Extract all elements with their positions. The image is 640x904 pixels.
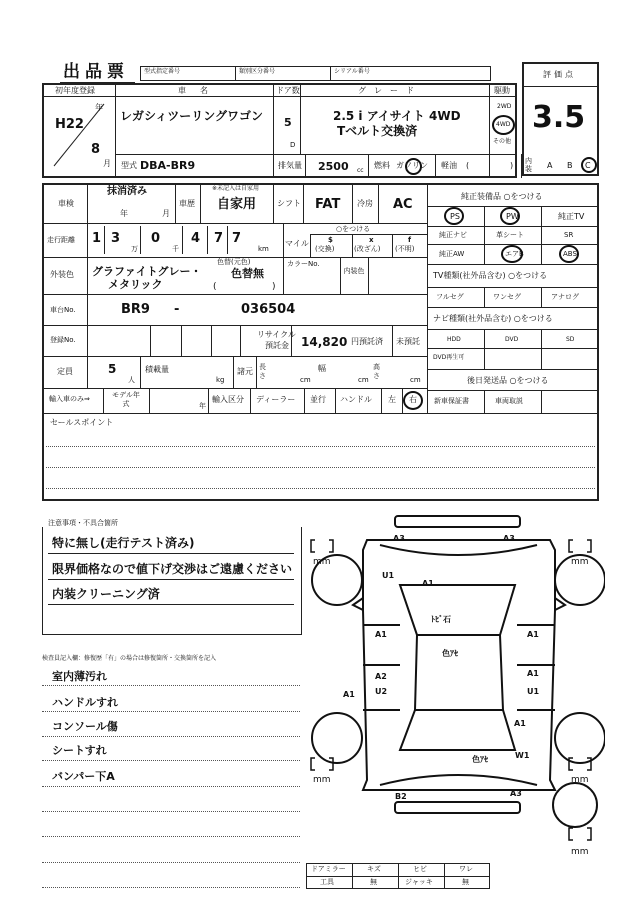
drive-other: その他 — [493, 138, 512, 145]
damage-mark: W1 — [515, 751, 530, 760]
score-label: 評価点 — [543, 70, 576, 79]
mileage-opt-swap: (交換) — [315, 245, 335, 253]
later-warranty: 新車保証書 — [434, 397, 469, 405]
car-damage-diagram — [305, 510, 605, 862]
ac-label: 冷房 — [357, 199, 373, 208]
history-value: 自家用 — [217, 197, 257, 212]
repaint-label: 色替(元色) — [217, 258, 251, 266]
first-reg-label: 初年度登録 — [55, 86, 95, 95]
capacity-unit: 人 — [128, 376, 135, 384]
recycle-label-2: 預託金 — [265, 341, 289, 350]
inspector-line-3: コンソール傷 — [52, 720, 118, 733]
tv-oneseg: ワンセグ — [493, 293, 521, 301]
damage-mark: A1 — [527, 630, 539, 639]
inspection-label: 車検 — [58, 199, 74, 208]
mileage-opt-mile: マイル — [285, 239, 309, 248]
legend-mirror: ドアミラー — [311, 865, 346, 873]
mileage-km: km — [258, 245, 269, 253]
grade-line-2: Tベルト交換済 — [337, 124, 418, 138]
navi-sd: SD — [566, 336, 575, 343]
caution-line-1: 特に無し(走行テスト済み) — [52, 536, 195, 550]
tv-fullseg: フルセグ — [436, 293, 464, 301]
mileage-label: 走行距離 — [47, 236, 75, 244]
serial-label: シリアル番号 — [334, 68, 370, 75]
chassis-label: 車台No. — [50, 306, 76, 314]
shift-label: シフト — [277, 199, 301, 208]
width-cm: cm — [358, 376, 369, 384]
inspector-line-1: 室内薄汚れ — [52, 670, 107, 683]
year-unit: 年 — [95, 103, 103, 112]
model-year-label: モデル年式 — [112, 391, 140, 408]
mileage-mark-label: ○をつける — [336, 225, 371, 233]
equip-pw: PW — [506, 212, 519, 221]
damage-mark: A1 — [375, 630, 387, 639]
interior-b: B — [567, 161, 573, 170]
mileage-digit-4: 4 — [191, 231, 201, 246]
damage-mark: A1 — [422, 579, 434, 588]
equip-airbag-circle — [501, 245, 523, 263]
damage-mark: U1 — [382, 571, 395, 580]
interior-c-circle — [581, 157, 597, 173]
inspector-line-5: バンパー下A — [52, 770, 115, 783]
damage-mark: ﾄﾋﾞ石 — [431, 615, 451, 624]
legend-jack: ジャッキ — [405, 878, 433, 886]
tv-analog: アナログ — [551, 293, 579, 301]
equip-navi: 純正ナビ — [439, 231, 467, 239]
header-code-box — [140, 66, 491, 81]
equip-sr: SR — [564, 231, 574, 239]
load-unit: kg — [216, 376, 225, 384]
drive-4wd: 4WD — [496, 121, 511, 128]
ac-value: AC — [393, 197, 413, 212]
length-cm: cm — [300, 376, 311, 384]
chassis-number: 036504 — [241, 302, 296, 317]
model-label: 型式 — [121, 161, 137, 170]
month-unit: 月 — [103, 159, 111, 168]
load-label: 積載量 — [145, 365, 169, 374]
length-label: 長さ — [259, 363, 266, 380]
recycle-label-1: リサイクル — [257, 330, 296, 339]
mileage-opt-unknown-sym: f — [408, 236, 412, 244]
mileage-opt-unknown: (不明) — [395, 245, 415, 253]
height-label: 高さ — [373, 363, 380, 380]
navi-title: ナビ種類(社外品含む) ○をつける — [433, 314, 553, 323]
later-manual: 車両取説 — [495, 397, 523, 405]
reg-month: 8 — [91, 142, 101, 157]
damage-mark: A1 — [514, 719, 526, 728]
recycle-done: 円預託済 — [351, 337, 383, 346]
fuel-paren-close: ) — [510, 161, 514, 170]
legend-scratch: キズ — [367, 865, 381, 873]
fuel-gas-circle — [405, 158, 422, 175]
interior-c: C — [585, 161, 591, 170]
equip-abs: ABS — [563, 250, 577, 258]
katashiki-label: 型式指定番号 — [144, 68, 181, 75]
drive-label: 駆動 — [494, 86, 510, 95]
damage-mark: B2 — [395, 792, 407, 801]
model-value: DBA-BR9 — [140, 159, 196, 172]
doors-label: ドア数 — [276, 86, 300, 95]
damage-mark: U1 — [527, 687, 540, 696]
caution-line-3: 内装クリーニング済 — [52, 587, 160, 601]
repaint-value: 色替無 — [231, 267, 264, 280]
equip-leather: 革シート — [496, 231, 524, 239]
import-parallel: 並行 — [310, 395, 326, 404]
recycle-value: 14,820 — [301, 335, 348, 349]
drive-2wd: 2WD — [497, 103, 512, 110]
legend-tools: 工具 — [320, 878, 334, 886]
mileage-opt-swap-sym: $ — [328, 236, 333, 244]
shift-value: FAT — [315, 197, 341, 212]
equip-ps-circle — [444, 207, 464, 225]
chassis-prefix: BR9 — [121, 302, 150, 317]
mileage-man: 万 — [131, 245, 138, 253]
equip-ps: PS — [450, 212, 460, 221]
navi-dvd: DVD — [505, 336, 519, 343]
height-cm: cm — [410, 376, 421, 384]
import-type-label: 輸入区分 — [212, 395, 244, 404]
chassis-dash: - — [174, 302, 180, 317]
damage-mark: A3 — [393, 534, 405, 543]
caution-line-2: 限界価格なので値下げ交渉はご遠慮ください — [52, 562, 293, 576]
repaint-paren-close: ) — [272, 282, 276, 292]
inspection-month: 月 — [162, 209, 170, 218]
displacement-value: 2500 — [318, 160, 349, 173]
ruibetsu-label: 類別区分番号 — [239, 68, 276, 75]
handle-label: ハンドル — [340, 395, 372, 404]
capacity-value: 5 — [108, 362, 117, 376]
damage-mark: 色ｱｾ — [472, 755, 488, 764]
mileage-opt-tamper-sym: x — [369, 236, 374, 244]
repaint-paren-open: ( — [213, 282, 217, 292]
inspection-year: 年 — [120, 209, 128, 218]
import-label: 輸入車のみ⇒ — [49, 395, 90, 403]
inspection-value: 抹消済み — [107, 186, 147, 197]
fuel-gasoline: ガソリン — [396, 161, 428, 170]
doors-value: 5 — [284, 116, 292, 129]
damage-mark: U2 — [375, 687, 388, 696]
interior-label: 内装 — [525, 157, 532, 173]
navi-hdd: HDD — [447, 336, 461, 343]
color-label: 外装色 — [50, 270, 74, 279]
sunroof-label: 諸元 — [237, 367, 253, 376]
mm-label: mm — [313, 557, 331, 567]
reg-no-label: 登録No. — [50, 336, 76, 344]
mm-label: mm — [571, 775, 589, 785]
displacement-unit: cc — [357, 167, 364, 174]
tv-title: TV種類(社外品含む) ○をつける — [433, 271, 548, 280]
damage-mark: A3 — [503, 534, 515, 543]
legend-jack-value: 無 — [462, 878, 469, 886]
mileage-digit-3: 0 — [151, 231, 161, 246]
damage-mark: A1 — [343, 690, 355, 699]
capacity-label: 定員 — [57, 367, 73, 376]
mm-label: mm — [571, 847, 589, 857]
grade-label: グレード — [358, 86, 422, 95]
color-value-1: グラファイトグレー・ — [92, 265, 202, 278]
vehicle-name: レガシィツーリングワゴン — [120, 109, 264, 123]
handle-left: 左 — [388, 395, 396, 404]
name-label: 車名 — [178, 86, 222, 95]
import-dealer: ディーラー — [256, 395, 296, 404]
equip-tv: 純正TV — [558, 212, 585, 221]
legend-break: ワレ — [459, 865, 473, 873]
handle-right: 右 — [409, 395, 417, 404]
equip-pw-circle — [500, 207, 520, 225]
later-title: 後日発送品 ○をつける — [467, 376, 549, 385]
color-no-label: カラーNo. — [287, 260, 320, 268]
equip-abs-circle — [559, 245, 579, 263]
interior-a: A — [547, 161, 553, 170]
score-value: 3.5 — [532, 100, 586, 135]
width-label: 幅 — [318, 364, 326, 373]
equip-airbag: エアB — [505, 250, 524, 258]
form-title: 出品票 — [63, 62, 129, 82]
doors-d: D — [290, 141, 296, 149]
mileage-digit-2: 3 — [111, 231, 121, 246]
color-value-2: メタリック — [108, 278, 163, 291]
mileage-digit-5: 7 — [214, 231, 224, 246]
handle-right-circle — [403, 391, 423, 410]
inspector-label: 検査員記入欄：修復歴「有」の場合は修復箇所・交換箇所を記入 — [42, 655, 217, 662]
recycle-not: 未預託 — [396, 337, 420, 346]
fuel-diesel: 軽油 — [441, 161, 457, 170]
caution-label: 注意事項・不具合箇所 — [48, 519, 118, 527]
legend-tools-value: 無 — [370, 878, 377, 886]
history-label: 車歴 — [179, 199, 195, 208]
fuel-label: 燃料 — [374, 161, 390, 170]
sales-point-label: セールスポイント — [50, 418, 114, 427]
mileage-digit-1: 1 — [92, 231, 102, 246]
genuine-title: 純正装備品 ○をつける — [461, 192, 543, 201]
mm-label: mm — [313, 775, 331, 785]
model-year-unit: 年 — [199, 402, 206, 410]
mileage-digit-6: 7 — [232, 231, 242, 246]
legend-crack: ヒビ — [413, 865, 427, 873]
int-color-label: 内装色 — [343, 267, 365, 275]
damage-mark: A2 — [375, 672, 387, 681]
inspector-line-4: シートすれ — [52, 744, 107, 757]
damage-mark: 色ｱｾ — [442, 649, 458, 658]
equip-aw: 純正AW — [439, 250, 465, 258]
inspector-line-2: ハンドルすれ — [52, 696, 118, 709]
damage-mark: A3 — [510, 789, 522, 798]
grade-line-1: 2.5 i アイサイト 4WD — [333, 109, 461, 123]
displacement-label: 排気量 — [278, 161, 302, 170]
dvd-play-label: DVD再生可 — [433, 354, 465, 361]
history-note: ※未記入は自家用 — [212, 185, 260, 192]
mileage-opt-tamper: (改ざん) — [354, 245, 381, 253]
mileage-sen: 千 — [172, 245, 179, 253]
reg-era: H22 — [55, 117, 84, 132]
damage-mark: A1 — [527, 669, 539, 678]
fuel-paren-open: ( — [466, 161, 470, 170]
drive-4wd-circle — [492, 115, 515, 135]
mm-label: mm — [571, 557, 589, 567]
